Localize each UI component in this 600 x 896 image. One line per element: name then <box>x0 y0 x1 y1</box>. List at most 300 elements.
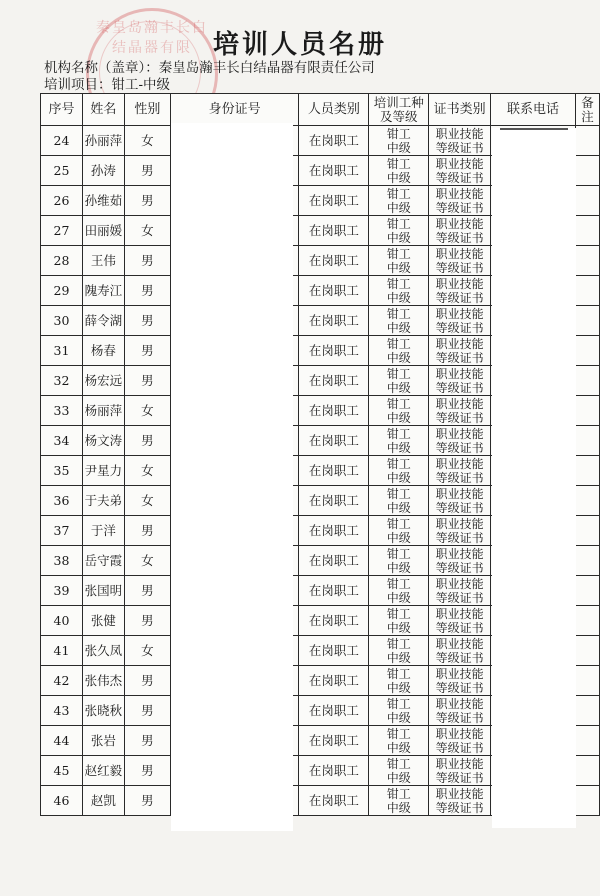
table-header-row <box>41 94 600 126</box>
row-trade-level-trade: 钳工 <box>386 486 411 501</box>
row-gender <box>124 636 170 666</box>
row-trade-level <box>369 516 429 546</box>
row-gender <box>124 756 170 786</box>
row-trade-level <box>369 366 429 396</box>
row-remarks <box>575 576 599 606</box>
row-serial-number-no: 33 <box>53 402 70 418</box>
row-name <box>82 186 124 216</box>
row-certificate-type-cert_a: 职业技能 <box>435 246 484 261</box>
row-name-name: 岳守霞 <box>84 552 123 568</box>
row-gender <box>124 546 170 576</box>
row-trade-level-trade: 钳工 <box>386 576 411 591</box>
row-certificate-type-cert_a: 职业技能 <box>435 306 484 321</box>
row-name <box>82 636 124 666</box>
row-serial-number <box>41 546 83 576</box>
row-certificate-type-cert_a: 职业技能 <box>435 486 484 501</box>
row-serial-number <box>41 276 83 306</box>
row-certificate-type-cert_a: 职业技能 <box>435 276 484 291</box>
row-trade-level-level: 中级 <box>386 440 411 455</box>
row-remarks <box>575 216 599 246</box>
row-serial-number <box>41 576 83 606</box>
row-name-name: 隗寿江 <box>84 282 123 298</box>
row-certificate-type-cert_a: 职业技能 <box>435 606 484 621</box>
row-name <box>82 786 124 816</box>
row-personnel-category-category: 在岗职工 <box>308 282 359 298</box>
row-personnel-category <box>299 246 369 276</box>
row-serial-number-no: 31 <box>53 342 70 358</box>
row-personnel-category-category: 在岗职工 <box>308 642 359 658</box>
row-gender-gender: 男 <box>141 342 154 358</box>
row-serial-number <box>41 666 83 696</box>
row-serial-number-no: 30 <box>53 312 70 328</box>
row-trade-level <box>369 786 429 816</box>
row-name <box>82 336 124 366</box>
row-certificate-type <box>429 156 491 186</box>
row-name-name: 张伟杰 <box>84 672 123 688</box>
row-trade-level <box>369 246 429 276</box>
row-remarks <box>575 786 599 816</box>
row-gender-gender: 男 <box>141 582 154 598</box>
row-serial-number-no: 24 <box>53 132 70 148</box>
row-gender <box>124 366 170 396</box>
row-remarks <box>575 696 599 726</box>
row-trade-level-trade: 钳工 <box>386 156 411 171</box>
row-name <box>82 246 124 276</box>
row-serial-number <box>41 366 83 396</box>
row-gender <box>124 786 170 816</box>
row-personnel-category <box>299 456 369 486</box>
row-certificate-type-cert_a: 职业技能 <box>435 156 484 171</box>
row-serial-number-no: 41 <box>53 642 70 658</box>
row-name-name: 赵红毅 <box>84 762 123 778</box>
row-trade-level-level: 中级 <box>386 230 411 245</box>
row-name-name: 王伟 <box>90 252 116 268</box>
row-gender <box>124 126 170 156</box>
row-name-name: 杨宏远 <box>84 372 123 388</box>
row-remarks <box>575 186 599 216</box>
row-remarks <box>575 456 599 486</box>
row-trade-level-trade: 钳工 <box>386 636 411 651</box>
row-personnel-category <box>299 156 369 186</box>
row-name <box>82 306 124 336</box>
row-certificate-type-cert_b: 等级证书 <box>435 710 484 725</box>
row-name-name: 赵凯 <box>90 792 116 808</box>
row-gender <box>124 156 170 186</box>
row-gender-gender: 男 <box>141 762 154 778</box>
row-serial-number <box>41 396 83 426</box>
row-certificate-type-cert_b: 等级证书 <box>435 320 484 335</box>
row-trade-level-trade: 钳工 <box>386 726 411 741</box>
row-name <box>82 666 124 696</box>
row-name-name: 张岩 <box>90 732 116 748</box>
row-trade-level-trade: 钳工 <box>386 336 411 351</box>
row-certificate-type-cert_b: 等级证书 <box>435 350 484 365</box>
row-name-name: 薛令湖 <box>84 312 123 328</box>
row-certificate-type-cert_a: 职业技能 <box>435 546 484 561</box>
training-project-label: 培训项目： <box>44 77 112 93</box>
row-trade-level-level: 中级 <box>386 770 411 785</box>
row-gender-gender: 男 <box>141 792 154 808</box>
row-certificate-type <box>429 516 491 546</box>
row-serial-number-no: 42 <box>53 672 70 688</box>
row-gender <box>124 246 170 276</box>
row-name <box>82 606 124 636</box>
row-certificate-type <box>429 636 491 666</box>
row-personnel-category <box>299 726 369 756</box>
row-trade-level <box>369 396 429 426</box>
row-name-name: 张晓秋 <box>84 702 123 718</box>
row-name-name: 于夫弟 <box>84 492 123 508</box>
row-serial-number-no: 32 <box>53 372 70 388</box>
header-serial-number: 序号 <box>41 94 83 126</box>
row-serial-number-no: 45 <box>53 762 70 778</box>
row-certificate-type-cert_b: 等级证书 <box>435 200 484 215</box>
row-gender-gender: 男 <box>141 372 154 388</box>
row-name-name: 孙维茹 <box>84 192 123 208</box>
row-certificate-type-cert_a: 职业技能 <box>435 396 484 411</box>
row-personnel-category-category: 在岗职工 <box>308 612 359 628</box>
row-serial-number <box>41 606 83 636</box>
row-serial-number <box>41 726 83 756</box>
row-trade-level-trade: 钳工 <box>386 246 411 261</box>
row-trade-level <box>369 276 429 306</box>
row-trade-level-level: 中级 <box>386 320 411 335</box>
row-gender-gender: 男 <box>141 282 154 298</box>
row-trade-level-level: 中级 <box>386 740 411 755</box>
row-gender-gender: 男 <box>141 702 154 718</box>
row-serial-number-no: 40 <box>53 612 70 628</box>
row-personnel-category <box>299 306 369 336</box>
row-certificate-type-cert_b: 等级证书 <box>435 140 484 155</box>
row-gender-gender: 男 <box>141 252 154 268</box>
row-certificate-type <box>429 336 491 366</box>
row-trade-level-trade: 钳工 <box>386 546 411 561</box>
row-certificate-type-cert_b: 等级证书 <box>435 680 484 695</box>
row-remarks <box>575 126 599 156</box>
row-remarks <box>575 156 599 186</box>
row-trade-level-level: 中级 <box>386 350 411 365</box>
row-certificate-type-cert_b: 等级证书 <box>435 380 484 395</box>
row-certificate-type-cert_a: 职业技能 <box>435 726 484 741</box>
row-serial-number <box>41 756 83 786</box>
row-trade-level-trade: 钳工 <box>386 426 411 441</box>
row-certificate-type-cert_a: 职业技能 <box>435 126 484 141</box>
row-trade-level-trade: 钳工 <box>386 666 411 681</box>
row-serial-number <box>41 186 83 216</box>
row-personnel-category-category: 在岗职工 <box>308 792 359 808</box>
row-gender-gender: 男 <box>141 732 154 748</box>
row-gender-gender: 女 <box>141 642 154 658</box>
row-personnel-category-category: 在岗职工 <box>308 762 359 778</box>
row-certificate-type-cert_a: 职业技能 <box>435 216 484 231</box>
row-personnel-category <box>299 126 369 156</box>
row-certificate-type-cert_b: 等级证书 <box>435 770 484 785</box>
header-personnel-category: 人员类别 <box>299 94 369 126</box>
row-certificate-type-cert_b: 等级证书 <box>435 500 484 515</box>
row-personnel-category <box>299 216 369 246</box>
row-trade-level <box>369 546 429 576</box>
row-certificate-type <box>429 276 491 306</box>
row-remarks <box>575 516 599 546</box>
row-personnel-category <box>299 336 369 366</box>
page-title: 培训人员名册 <box>212 30 387 60</box>
row-name <box>82 516 124 546</box>
row-certificate-type-cert_a: 职业技能 <box>435 666 484 681</box>
row-serial-number <box>41 636 83 666</box>
row-serial-number-no: 46 <box>53 792 70 808</box>
row-certificate-type-cert_a: 职业技能 <box>435 696 484 711</box>
row-certificate-type-cert_a: 职业技能 <box>435 186 484 201</box>
row-trade-level-level: 中级 <box>386 470 411 485</box>
row-certificate-type-cert_b: 等级证书 <box>435 620 484 635</box>
row-gender <box>124 696 170 726</box>
row-personnel-category-category: 在岗职工 <box>308 222 359 238</box>
id-number-redaction <box>171 123 293 831</box>
header-id-number: 身份证号 <box>170 94 299 126</box>
row-trade-level-level: 中级 <box>386 800 411 815</box>
row-personnel-category <box>299 756 369 786</box>
row-certificate-type-cert_b: 等级证书 <box>435 800 484 815</box>
header-certificate-type: 证书类别 <box>429 94 491 126</box>
row-gender-gender: 女 <box>141 492 154 508</box>
row-trade-level-trade: 钳工 <box>386 516 411 531</box>
row-remarks <box>575 546 599 576</box>
header-trade-and-level: 培训工种及等级 <box>369 94 429 126</box>
row-trade-level <box>369 756 429 786</box>
row-gender-gender: 女 <box>141 222 154 238</box>
row-certificate-type-cert_b: 等级证书 <box>435 470 484 485</box>
row-serial-number-no: 27 <box>53 222 70 238</box>
row-gender-gender: 男 <box>141 672 154 688</box>
row-personnel-category <box>299 786 369 816</box>
row-serial-number-no: 37 <box>53 522 70 538</box>
row-personnel-category-category: 在岗职工 <box>308 522 359 538</box>
row-gender <box>124 456 170 486</box>
row-remarks <box>575 606 599 636</box>
row-trade-level-level: 中级 <box>386 620 411 635</box>
row-trade-level <box>369 606 429 636</box>
row-trade-level <box>369 576 429 606</box>
row-serial-number-no: 28 <box>53 252 70 268</box>
row-personnel-category-category: 在岗职工 <box>308 192 359 208</box>
row-trade-level <box>369 336 429 366</box>
row-trade-level <box>369 306 429 336</box>
row-trade-level-trade: 钳工 <box>386 456 411 471</box>
row-certificate-type-cert_a: 职业技能 <box>435 756 484 771</box>
row-personnel-category <box>299 666 369 696</box>
row-personnel-category-category: 在岗职工 <box>308 402 359 418</box>
row-gender-gender: 男 <box>141 162 154 178</box>
row-certificate-type <box>429 126 491 156</box>
row-serial-number-no: 35 <box>53 462 70 478</box>
row-certificate-type <box>429 786 491 816</box>
row-certificate-type-cert_a: 职业技能 <box>435 636 484 651</box>
row-certificate-type <box>429 696 491 726</box>
row-personnel-category-category: 在岗职工 <box>308 432 359 448</box>
row-gender <box>124 216 170 246</box>
row-serial-number-no: 36 <box>53 492 70 508</box>
row-gender-gender: 男 <box>141 312 154 328</box>
row-trade-level <box>369 126 429 156</box>
row-name <box>82 276 124 306</box>
row-gender <box>124 576 170 606</box>
row-trade-level-level: 中级 <box>386 560 411 575</box>
row-name-name: 张国明 <box>84 582 123 598</box>
row-remarks <box>575 336 599 366</box>
row-personnel-category-category: 在岗职工 <box>308 702 359 718</box>
row-trade-level-trade: 钳工 <box>386 186 411 201</box>
organization-name: 秦皇岛瀚丰长白结晶器有限责任公司 <box>158 60 375 76</box>
row-certificate-type-cert_b: 等级证书 <box>435 740 484 755</box>
row-personnel-category-category: 在岗职工 <box>308 732 359 748</box>
row-trade-level <box>369 186 429 216</box>
phone-redaction <box>492 128 576 828</box>
row-trade-level-level: 中级 <box>386 410 411 425</box>
row-certificate-type-cert_a: 职业技能 <box>435 426 484 441</box>
row-personnel-category <box>299 606 369 636</box>
row-certificate-type-cert_b: 等级证书 <box>435 230 484 245</box>
row-trade-level <box>369 456 429 486</box>
row-gender <box>124 516 170 546</box>
row-serial-number-no: 39 <box>53 582 70 598</box>
row-personnel-category <box>299 516 369 546</box>
row-certificate-type <box>429 726 491 756</box>
row-certificate-type <box>429 666 491 696</box>
row-gender <box>124 666 170 696</box>
row-certificate-type-cert_a: 职业技能 <box>435 786 484 801</box>
row-name <box>82 126 124 156</box>
row-gender-gender: 男 <box>141 612 154 628</box>
row-trade-level-level: 中级 <box>386 380 411 395</box>
row-personnel-category <box>299 186 369 216</box>
row-gender-gender: 女 <box>141 132 154 148</box>
header-gender: 性别 <box>124 94 170 126</box>
row-certificate-type-cert_b: 等级证书 <box>435 410 484 425</box>
row-trade-level-level: 中级 <box>386 680 411 695</box>
row-serial-number <box>41 786 83 816</box>
row-gender-gender: 女 <box>141 402 154 418</box>
row-personnel-category <box>299 576 369 606</box>
row-certificate-type-cert_a: 职业技能 <box>435 516 484 531</box>
row-serial-number <box>41 246 83 276</box>
row-remarks <box>575 366 599 396</box>
row-gender-gender: 男 <box>141 432 154 448</box>
row-trade-level <box>369 726 429 756</box>
row-gender <box>124 396 170 426</box>
row-serial-number-no: 29 <box>53 282 70 298</box>
row-serial-number-no: 43 <box>53 702 70 718</box>
row-gender-gender: 女 <box>141 462 154 478</box>
seal-text: 秦皇岛瀚丰长白结晶器有限 <box>96 20 208 56</box>
row-trade-level <box>369 636 429 666</box>
row-name <box>82 486 124 516</box>
row-trade-level-trade: 钳工 <box>386 216 411 231</box>
row-trade-level-trade: 钳工 <box>386 306 411 321</box>
row-certificate-type-cert_b: 等级证书 <box>435 440 484 455</box>
row-name-name: 杨文涛 <box>84 432 123 448</box>
row-certificate-type <box>429 366 491 396</box>
row-trade-level-trade: 钳工 <box>386 396 411 411</box>
row-trade-level <box>369 426 429 456</box>
row-personnel-category <box>299 426 369 456</box>
row-gender <box>124 486 170 516</box>
row-certificate-type <box>429 606 491 636</box>
row-certificate-type-cert_b: 等级证书 <box>435 650 484 665</box>
row-trade-level <box>369 486 429 516</box>
row-trade-level-level: 中级 <box>386 260 411 275</box>
row-serial-number-no: 44 <box>53 732 70 748</box>
row-personnel-category-category: 在岗职工 <box>308 252 359 268</box>
row-personnel-category-category: 在岗职工 <box>308 462 359 478</box>
row-certificate-type-cert_b: 等级证书 <box>435 560 484 575</box>
row-remarks <box>575 276 599 306</box>
row-certificate-type-cert_b: 等级证书 <box>435 260 484 275</box>
header-remarks: 备注 <box>575 94 599 126</box>
row-personnel-category <box>299 486 369 516</box>
row-serial-number <box>41 516 83 546</box>
row-trade-level <box>369 666 429 696</box>
row-certificate-type-cert_a: 职业技能 <box>435 456 484 471</box>
row-remarks <box>575 636 599 666</box>
row-personnel-category-category: 在岗职工 <box>308 132 359 148</box>
row-trade-level-level: 中级 <box>386 140 411 155</box>
row-personnel-category-category: 在岗职工 <box>308 552 359 568</box>
row-serial-number <box>41 306 83 336</box>
row-certificate-type <box>429 546 491 576</box>
row-serial-number <box>41 156 83 186</box>
row-trade-level <box>369 216 429 246</box>
row-serial-number <box>41 456 83 486</box>
header-name: 姓名 <box>82 94 124 126</box>
row-name <box>82 216 124 246</box>
row-certificate-type <box>429 396 491 426</box>
header-phone: 联系电话 <box>491 94 576 126</box>
row-trade-level-trade: 钳工 <box>386 276 411 291</box>
row-serial-number <box>41 426 83 456</box>
row-gender-gender: 女 <box>141 552 154 568</box>
row-serial-number <box>41 216 83 246</box>
row-remarks <box>575 756 599 786</box>
row-name <box>82 696 124 726</box>
row-personnel-category <box>299 366 369 396</box>
row-serial-number <box>41 696 83 726</box>
row-certificate-type <box>429 186 491 216</box>
row-trade-level-trade: 钳工 <box>386 126 411 141</box>
row-certificate-type-cert_a: 职业技能 <box>435 336 484 351</box>
row-name-name: 孙丽萍 <box>84 132 123 148</box>
row-certificate-type <box>429 306 491 336</box>
row-certificate-type-cert_b: 等级证书 <box>435 290 484 305</box>
row-trade-level <box>369 696 429 726</box>
row-trade-level-level: 中级 <box>386 650 411 665</box>
row-serial-number-no: 25 <box>53 162 70 178</box>
row-name <box>82 456 124 486</box>
row-serial-number-no: 38 <box>53 552 70 568</box>
row-certificate-type <box>429 486 491 516</box>
row-certificate-type-cert_b: 等级证书 <box>435 530 484 545</box>
row-name <box>82 396 124 426</box>
row-trade-level-level: 中级 <box>386 710 411 725</box>
row-name <box>82 156 124 186</box>
row-name-name: 张久凤 <box>84 642 123 658</box>
row-trade-level-level: 中级 <box>386 500 411 515</box>
row-certificate-type <box>429 216 491 246</box>
row-certificate-type-cert_b: 等级证书 <box>435 170 484 185</box>
row-name-name: 于洋 <box>90 522 116 538</box>
row-certificate-type <box>429 576 491 606</box>
row-trade-level-trade: 钳工 <box>386 366 411 381</box>
row-certificate-type <box>429 456 491 486</box>
